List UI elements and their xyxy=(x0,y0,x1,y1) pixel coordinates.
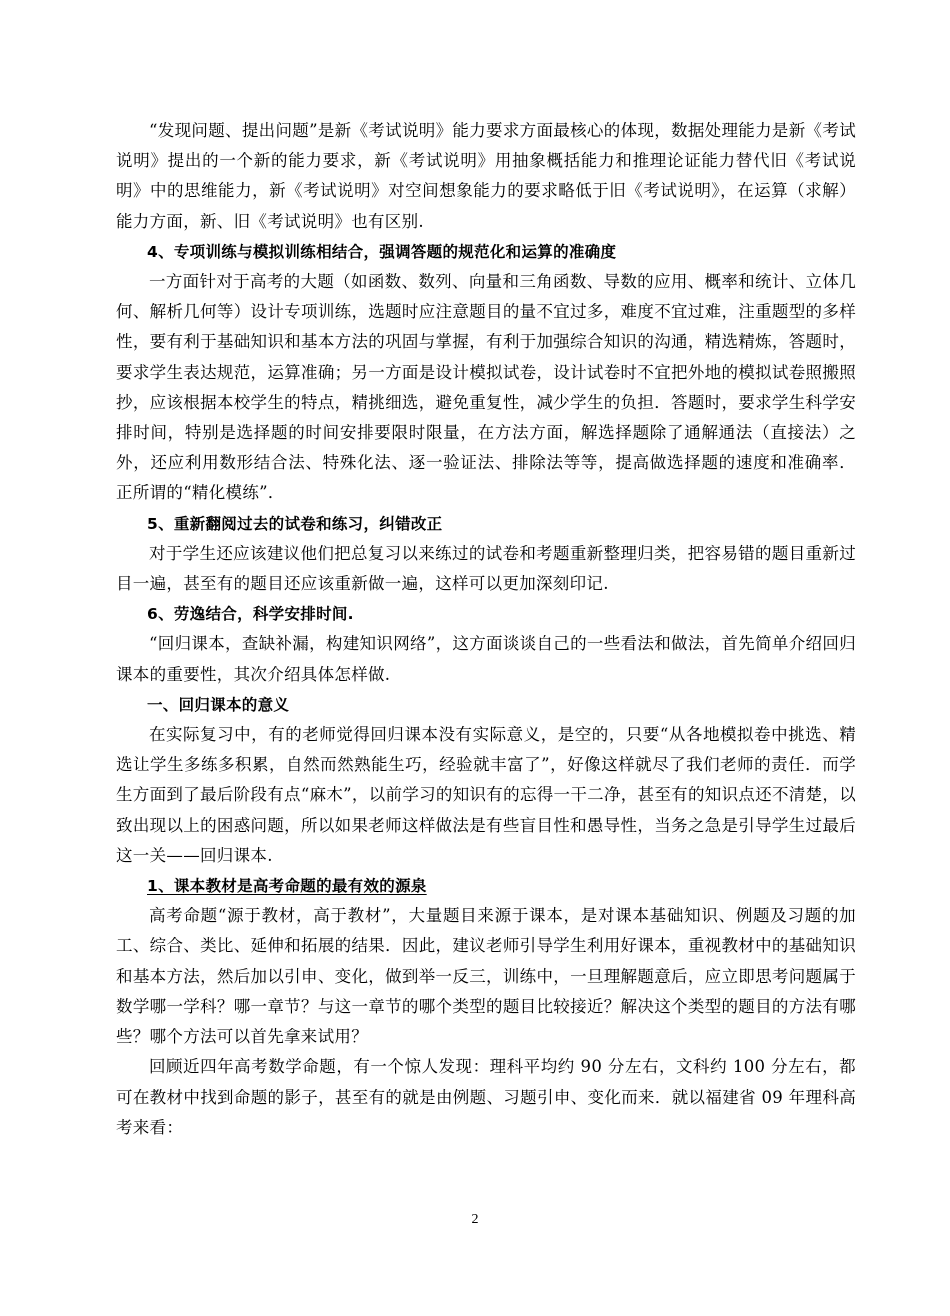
section-heading: 6、劳逸结合，科学安排时间. xyxy=(147,605,354,624)
paragraph: 对于学生还应该建议他们把总复习以来练过的试卷和考题重新整理归类，把容易错的题目重新过目一遍，甚至有的题目还应该重新做一遍，这样可以更加深刻印记. xyxy=(116,543,856,594)
paragraph: “回归课本，查缺补漏，构建知识网络”，这方面谈谈自己的一些看法和做法，首先简单介绍回归课本的重要性，其次介绍具体怎样做. xyxy=(116,634,856,684)
page-number: 2 xyxy=(471,1212,479,1227)
paragraph: 一方面针对于高考的大题（如函数、数列、向量和三角函数、导数的应用、概率和统计、立体几何、解析几何等）设计专项训练，选题时应注意题目的量不宜过多，难度不宜过难，注重题型的多样性，要有利于基础知识和基本方法的巩固与掌握，有利于加强综合知识的沟通，精选精炼，答题时，要求学生表达规范，运算准确；另一方面是设计模拟试卷，设计试卷时不宜把外地的模拟试卷照搬照抄，应该根据本校学生的特点，精挑细选，避免重复性，减少学生的负担．答题时，要求学生科学安排时间，特别是选择题的时间安排要限时限量，在方法方面，解选择题除了通解通法（直接法）之外，还应利用数形结合法、特殊化法、逐一验证法、排除法等等，提高做选择题的速度和准确率． 正所谓的“精化模练”． xyxy=(116,272,856,503)
underlined-heading-text: 1、课本教材是高考命题的最有效的源泉 xyxy=(147,877,427,896)
section-heading: 5、重新翻阅过去的试卷和练习，纠错改正 xyxy=(147,514,443,533)
section-heading: 一、回归课本的意义 xyxy=(147,695,290,714)
paragraph: 回顾近四年高考数学命题，有一个惊人发现：理科平均约 90 分左右，文科约 100 分左右，都可在教材中找到命题的影子，甚至有的就是由例题、习题引申、变化而来．就以福建省 09 年理科高考来看： xyxy=(116,1057,856,1137)
section-heading: 4、专项训练与模拟训练相结合，强调答题的规范化和运算的准确度 xyxy=(147,242,617,261)
paragraph: “发现问题、提出问题”是新《考试说明》能力要求方面最核心的体现，数据处理能力是新《考试说明》提出的一个新的能力要求，新《考试说明》用抽象概括能力和推理论证能力替代旧《考试说明》中的思维能力，新《考试说明》对空间想象能力的要求略低于旧《考试说明》，在运算（求解）能力方面，新、旧《考试说明》也有区别. xyxy=(116,121,856,231)
underlined-heading xyxy=(116,871,856,901)
document-body xyxy=(116,116,856,1143)
paragraph: 在实际复习中，有的老师觉得回归课本没有实际意义，是空的，只要“从各地模拟卷中挑选、精选让学生多练多积累，自然而然熟能生巧，经验就丰富了”，好像这样就尽了我们老师的责任．而学生方面到了最后阶段有点“麻木”，以前学习的知识有的忘得一干二净，甚至有的知识点还不清楚，以致出现以上的困惑问题，所以如果老师这样做法是有些盲目性和愚导性，当务之急是引导学生过最后这一关——回归课本. xyxy=(116,725,856,865)
paragraph: 高考命题“源于教材，高于教材”，大量题目来源于课本，是对课本基础知识、例题及习题的加工、综合、类比、延伸和拓展的结果．因此，建议老师引导学生利用好课本，重视教材中的基础知识和基本方法，然后加以引申、变化，做到举一反三，训练中，一旦理解题意后，应立即思考问题属于数学哪一学科？哪一章节？与这一章节的哪个类型的题目比较接近？解决这个类型的题目的方法有哪些？哪个方法可以首先拿来试用？ xyxy=(116,906,856,1047)
